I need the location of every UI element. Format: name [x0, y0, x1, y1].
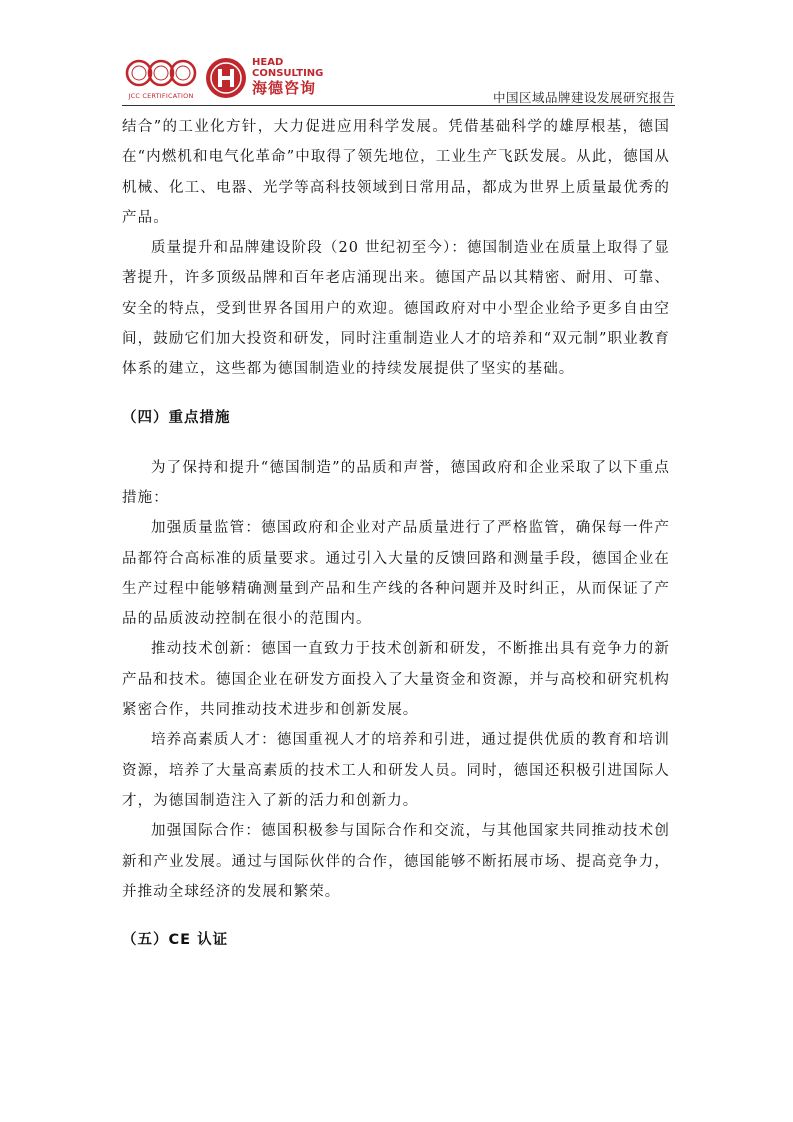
paragraph-measures-intro: 为了保持和提升“德国制造”的品质和声誉，德国政府和企业采取了以下重点措施：	[122, 459, 670, 506]
head-wordmark	[252, 58, 323, 96]
head-line1: HEAD	[252, 57, 284, 68]
jcc-rings-icon	[124, 56, 198, 92]
paragraph-intl-cooperation: 加强国际合作：德国积极参与国际合作和交流，与其他国家共同推动技术创新和产业发展。通过与国际伙伴的合作，德国能够不断拓展市场、提高竞争力，并推动全球经济的发展和繁荣。	[122, 823, 670, 900]
paragraph-talent: 培养高素质人才：德国重视人才的培养和引进，通过提供优质的教育和培训资源，培养了大量高素质的技术工人和研发人员。同时，德国还积极引进国际人才，为德国制造注入了新的活力和创新力。	[122, 732, 670, 809]
report-title: 中国区域品牌建设发展研究报告	[492, 90, 675, 105]
page-content	[122, 112, 670, 955]
section-heading-ce: （五）CE 认证	[122, 932, 229, 949]
head-h-icon	[206, 58, 246, 98]
paragraph-quality-stage: 质量提升和品牌建设阶段（20 世纪初至今）：德国制造业在质量上取得了显著提升，许多顶级品牌和百年老店涌现出来。德国产品以其精密、耐用、可靠、安全的特点，受到世界各国用户的欢迎。德国政府对中小型企业给予更多自由空间，鼓励它们加大投资和研发，同时注重制造业人才的培养和“双元制”职业教育体系的建立，这些都为德国制造业的持续发展提供了坚实的基础。	[122, 240, 670, 378]
paragraph-quality-supervision: 加强质量监管：德国政府和企业对产品质量进行了严格监管，确保每一件产品都符合高标准的质量要求。通过引入大量的反馈回路和测量手段，德国企业在生产过程中能够精确测量到产品和生产线的各种问题并及时纠正，从而保证了产品的品质波动控制在很小的范围内。	[122, 520, 670, 628]
page-header	[0, 0, 793, 110]
section-heading-measures: （四）重点措施	[122, 409, 231, 426]
jcc-label: JCC CERTIFICATION	[128, 92, 194, 100]
logo-group	[124, 56, 324, 102]
head-line2: CONSULTING	[252, 68, 324, 79]
head-chinese-name: 海德咨询	[252, 79, 317, 97]
jcc-certification-logo	[124, 56, 198, 102]
header-divider	[122, 105, 675, 106]
paragraph-tech-innovation: 推动技术创新：德国一直致力于技术创新和研发，不断推出具有竞争力的新产品和技术。德国企业在研发方面投入了大量资金和资源，并与高校和研究机构紧密合作，共同推动技术进步和创新发展。	[122, 641, 670, 719]
head-consulting-logo	[206, 56, 326, 102]
paragraph-continuation: 结合”的工业化方针，大力促进应用科学发展。凭借基础科学的雄厚根基，德国在“内燃机和电气化革命”中取得了领先地位，工业生产飞跃发展。从此，德国从机械、化工、电器、光学等高科技领域到日常用品，都成为世界上质量最优秀的产品。	[122, 119, 670, 226]
